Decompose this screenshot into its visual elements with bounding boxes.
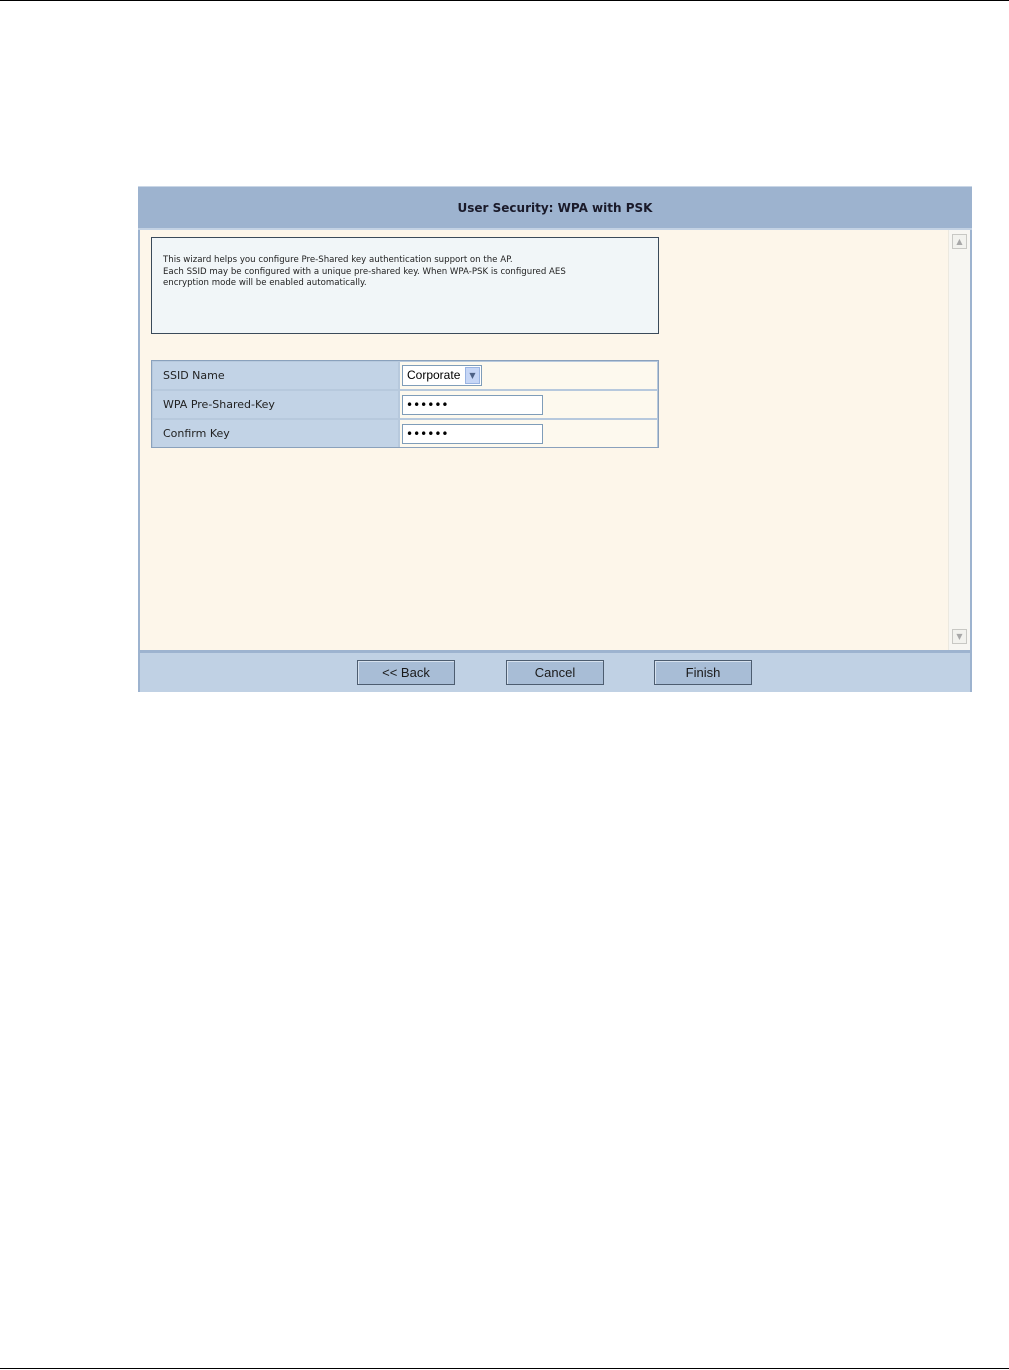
ssid-label: SSID Name [153, 362, 398, 389]
back-button[interactable]: << Back [357, 660, 455, 685]
psk-form-table [151, 360, 659, 448]
scroll-up-icon[interactable]: ▲ [952, 234, 967, 249]
psk-label: WPA Pre-Shared-Key [153, 391, 398, 418]
bottom-rule [0, 1368, 1009, 1369]
confirm-value-cell [400, 420, 657, 447]
confirm-label: Confirm Key [153, 420, 398, 447]
wizard-panel [138, 186, 972, 692]
info-line: Each SSID may be configured with a unique pre-shared key. When WPA-PSK is configured AES [163, 266, 566, 277]
psk-value-cell [400, 391, 657, 418]
button-bar [140, 650, 970, 692]
panel-edge-right [970, 230, 972, 692]
ssid-select[interactable] [402, 365, 482, 386]
confirm-row [153, 420, 657, 447]
ssid-value-cell [400, 362, 657, 389]
finish-button[interactable]: Finish [654, 660, 752, 685]
ssid-selected-value: Corporate [407, 368, 461, 382]
wizard-title: User Security: WPA with PSK [457, 200, 653, 215]
ssid-row [153, 362, 657, 389]
info-line: encryption mode will be enabled automatically. [163, 278, 367, 288]
scroll-down-icon[interactable]: ▼ [952, 629, 967, 644]
confirm-key-input[interactable] [402, 424, 543, 444]
info-box [151, 237, 659, 334]
wizard-header [138, 186, 972, 230]
psk-input[interactable] [402, 395, 543, 415]
vertical-scrollbar[interactable] [948, 230, 970, 650]
top-rule [0, 0, 1009, 1]
psk-row [153, 391, 657, 418]
chevron-down-icon[interactable]: ▼ [465, 367, 480, 384]
info-line: This wizard helps you configure Pre-Shared key authentication support on the AP. [163, 255, 513, 265]
wizard-content [140, 230, 948, 650]
cancel-button[interactable]: Cancel [506, 660, 604, 685]
